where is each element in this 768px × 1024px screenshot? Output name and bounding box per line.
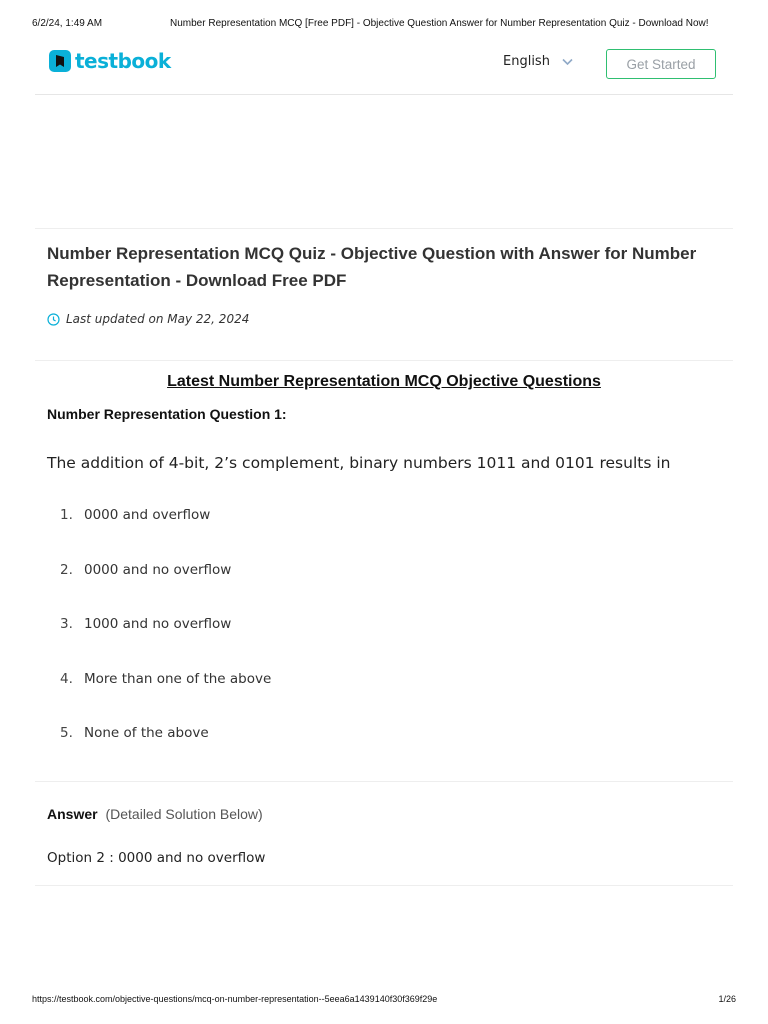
logo-text: testbook [75, 49, 171, 73]
divider [35, 360, 733, 361]
language-selector[interactable] [503, 54, 573, 69]
answer-heading: Answer [47, 806, 98, 822]
option-number: 1. [60, 507, 73, 523]
print-page-number: 1/26 [718, 994, 736, 1004]
answer-value: Option 2 : 0000 and no overflow [47, 850, 266, 866]
options-list [60, 507, 271, 780]
option-text: 1000 and no overflow [84, 616, 232, 632]
question-label: Number Representation Question 1: [47, 406, 287, 422]
question-text: The addition of 4-bit, 2’s complement, binary numbers 1011 and 0101 results in [47, 454, 671, 472]
print-timestamp: 6/2/24, 1:49 AM [32, 18, 103, 29]
clock-icon [47, 313, 60, 326]
testbook-logo-icon [49, 50, 71, 72]
print-page-title: Number Representation MCQ [Free PDF] - Objective Question Answer for Number Representation Quiz - Download Now! [170, 18, 709, 29]
print-url: https://testbook.com/objective-questions/mcq-on-number-representation--5eea6a1439140f30f369f29e [32, 994, 438, 1004]
section-title: Latest Number Representation MCQ Objective Questions [167, 373, 601, 390]
page-title-line2: Representation - Download Free PDF [47, 271, 347, 290]
detailed-solution-hint: (Detailed Solution Below) [105, 806, 263, 822]
option-text: 0000 and no overflow [84, 561, 232, 578]
chevron-down-icon [562, 58, 573, 66]
page-title [47, 240, 697, 294]
option-item [60, 562, 271, 617]
option-text: More than one of the above [84, 670, 272, 687]
option-number: 3. [60, 616, 73, 632]
divider [35, 885, 733, 886]
option-text: 0000 and overflow [84, 507, 211, 523]
last-updated-text: Last updated on May 22, 2024 [66, 312, 250, 326]
top-navbar [35, 44, 733, 95]
option-item [60, 725, 271, 780]
option-number: 5. [60, 725, 73, 741]
option-item [60, 507, 271, 562]
get-started-button[interactable]: Get Started [606, 49, 716, 79]
divider [35, 228, 733, 229]
option-number: 4. [60, 670, 73, 687]
testbook-logo[interactable] [49, 49, 171, 73]
option-item [60, 616, 271, 671]
print-footer [32, 994, 736, 1004]
option-text: None of the above [84, 725, 209, 741]
page-title-line1: Number Representation MCQ Quiz - Objective Question with Answer for Number [47, 244, 697, 263]
divider [35, 781, 733, 782]
answer-label [47, 806, 263, 822]
language-label: English [503, 54, 550, 69]
option-number: 2. [60, 561, 73, 578]
last-updated [47, 312, 249, 326]
print-header [32, 18, 712, 29]
option-item [60, 671, 271, 726]
